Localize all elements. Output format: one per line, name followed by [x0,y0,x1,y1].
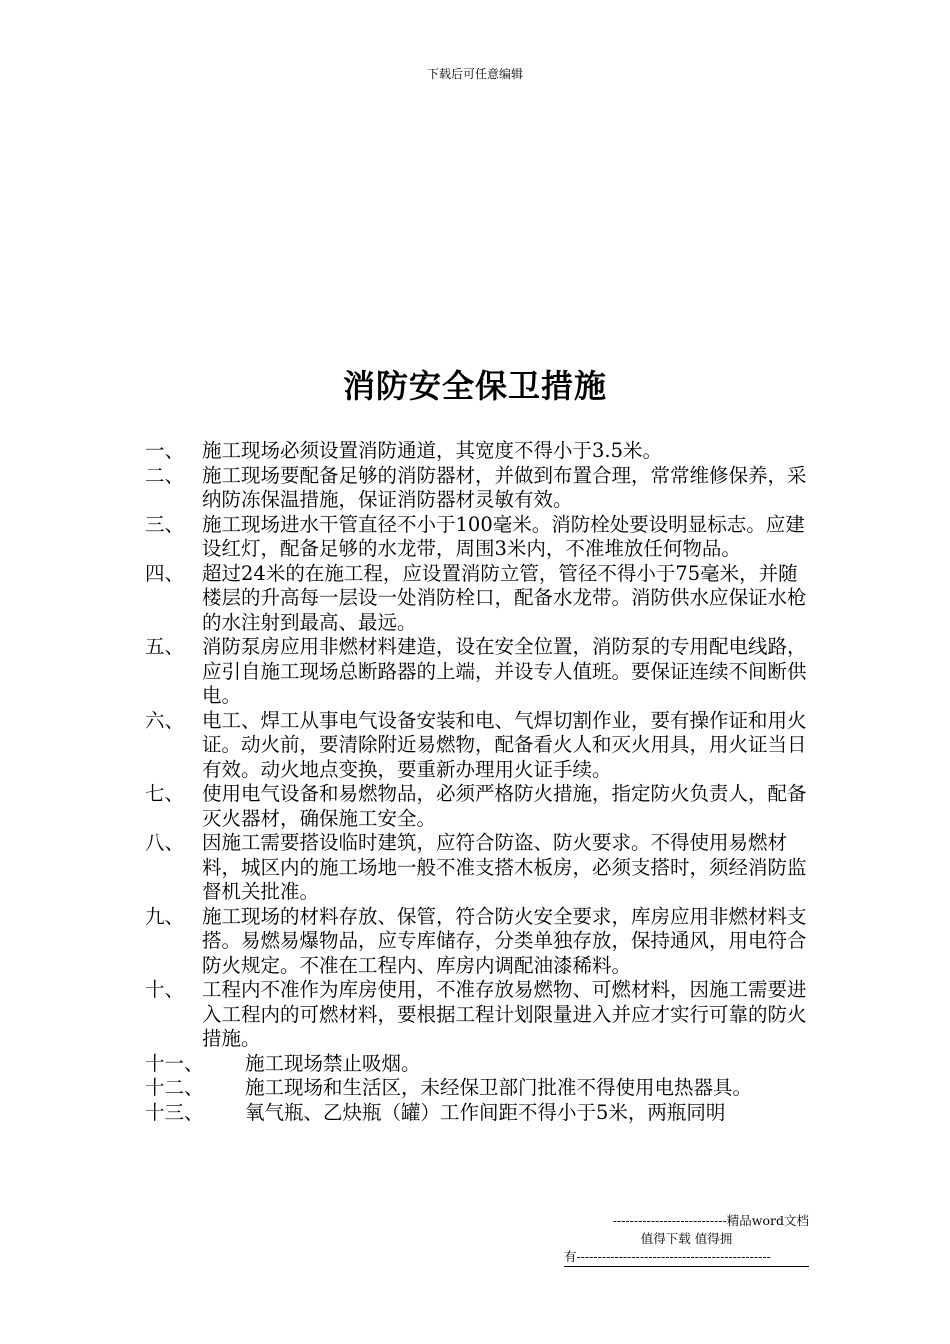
list-item [145,1076,815,1101]
footer-line-2: 值得下载 值得拥 [640,1231,733,1246]
item-number: 三、 [145,512,185,536]
list-item [145,562,815,636]
footer-line-3: 有---------------------------------------------- [564,1248,809,1267]
item-number: 五、 [145,635,185,658]
item-number: 九、 [145,904,185,928]
item-text: 使用电气设备和易燃物品，必须严格防火措施，指定防火负责人，配备灭火器材，确保施工安全。 [202,782,807,830]
list-item [145,709,815,783]
list-item [145,831,815,905]
footer-note [564,1212,809,1267]
item-text: 施工现场的材料存放、保管，符合防火安全要求，库房应用非燃材料支搭。易燃易爆物品，应专库储存，分类单独存放，保持通风，用电符合防火规定。不准在工程内、库房内调配油漆稀料。 [202,904,807,977]
list-item [145,978,815,1052]
item-number: 六、 [145,708,185,732]
document-title: 消防安全保卫措施 [342,367,607,406]
item-number: 二、 [145,463,185,487]
item-text: 施工现场进水干管直径不小于100毫米。消防栓处要设明显标志。应建设红灯，配备足够的水龙带，周围3米内，不准堆放任何物品。 [202,512,805,560]
list-item [145,1052,815,1077]
item-text: 超过24米的在施工程，应设置消防立管，管径不得小于75毫米，并随楼层的升高每一层设一处消防栓口，配备水龙带。消防供水应保证水枪的水注射到最高、最远。 [202,561,807,634]
list-item [145,905,815,979]
item-number: 一、 [145,439,185,462]
list-item [145,782,815,831]
item-text: 因施工需要搭设临时建筑，应符合防盗、防火要求。不得使用易燃材料，城区内的施工场地一般不准支搭木板房，必须支搭时，须经消防监督机关批准。 [202,831,807,903]
header-note: 下载后可任意编辑 [426,67,523,81]
item-number: 八、 [145,831,185,854]
item-text: 施工现场要配备足够的消防器材，并做到布置合理，常常维修保养，采纳防冻保温措施，保证消防器材灵敏有效。 [202,463,807,511]
item-number: 十二、 [145,1076,204,1099]
item-text: 施工现场必须设置消防通道，其宽度不得小于3.5米。 [202,439,663,462]
item-text: 消防泵房应用非燃材料建造，设在安全位置，消防泵的专用配电线路，应引自施工现场总断路器的上端，并设专人值班。要保证连续不间断供电。 [202,635,807,707]
item-text: 施工现场禁止吸烟。 [245,1051,421,1075]
list-item [145,464,815,513]
list-item [145,1101,815,1126]
list-item [145,513,815,562]
footer-line-1: ---------------------------精品word文档 [612,1213,809,1228]
list-item [145,439,815,464]
measures-list [145,439,815,1125]
item-number: 七、 [145,782,185,805]
item-number: 四、 [145,561,185,585]
item-text: 氧气瓶、乙炔瓶（罐）工作间距不得小于5米，两瓶同明 [245,1100,726,1124]
item-text: 施工现场和生活区，未经保卫部门批准不得使用电热器具。 [245,1076,753,1099]
item-number: 十三、 [145,1100,204,1124]
list-item [145,635,815,709]
item-number: 十、 [145,978,185,1001]
item-number: 十一、 [145,1051,204,1075]
item-text: 工程内不准作为库房使用，不准存放易燃物、可燃材料，因施工需要进入工程内的可燃材料，要根据工程计划限量进入并应才实行可靠的防火措施。 [202,978,807,1050]
item-text: 电工、焊工从事电气设备安装和电、气焊切割作业，要有操作证和用火证。动火前，要清除附近易燃物，配备看火人和灭火用具，用火证当日有效。动火地点变换，要重新办理用火证手续。 [202,708,807,781]
